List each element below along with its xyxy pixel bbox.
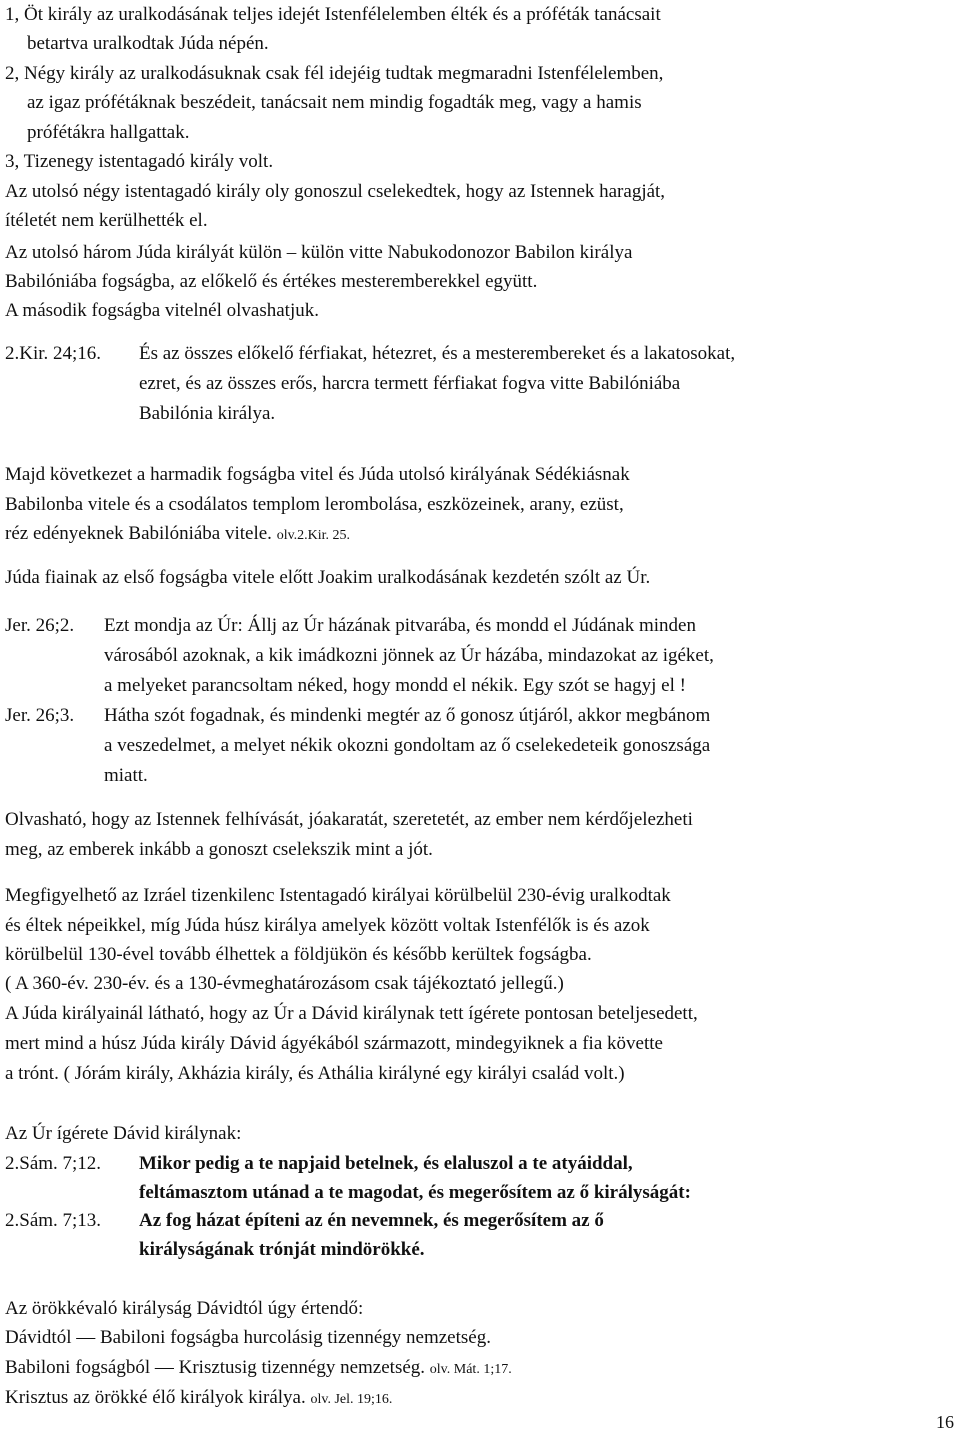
scripture-quote-line: Hátha szót fogadnak, és mindenki megtér az ő gonosz útjáról, akkor megbánom [104, 705, 711, 726]
list-item-2-line-2: az igaz prófétáknak beszédeit, tanácsait nem mindig fogadták meg, vagy a hamis [27, 92, 642, 113]
scripture-quote-line: feltámasztom utánad a te magodat, és megerősítem az ő királyságát: [139, 1182, 691, 1203]
genealogy-text: Krisztus az örökké élő királyok királya. [5, 1387, 306, 1408]
scripture-quote-line: királyságának trónját mindörökké. [139, 1239, 425, 1260]
list-item-2-line-3: prófétákra hallgattak. [27, 122, 190, 143]
list-item-1-line-2: betartva uralkodtak Júda népén. [27, 33, 269, 54]
scripture-quote-line: ezret, és az összes erős, harcra termett férfiakat fogva vitte Babilóniába [139, 373, 681, 394]
genealogy-line [5, 1356, 512, 1382]
paragraph-line: a trónt. ( Jórám király, Akházia király, és Athália királyné egy királyi család volt.) [5, 1063, 625, 1084]
scripture-quote-line: Ezt mondja az Úr: Állj az Úr házának pitvarába, és mondd el Júdának minden [104, 615, 696, 636]
paragraph-line: A második fogságba vitelnél olvashatjuk. [5, 300, 319, 321]
reference-note: olv.2.Kir. 25. [276, 528, 351, 543]
paragraph-text: réz edényeknek Babilóniába vitele. [5, 523, 272, 544]
scripture-quote-line: Babilónia királya. [139, 403, 276, 424]
paragraph-line: Babilóniába fogságba, az előkelő és értékes mesteremberekkel együtt. [5, 271, 538, 292]
scripture-quote-line: a melyeket parancsoltam néked, hogy mondd el nékik. Egy szót se hagyj el ! [104, 675, 686, 696]
paragraph-line: Babilonba vitele és a csodálatos templom lerombolása, eszközeinek, arany, ezüst, [5, 494, 624, 515]
paragraph-line: ( A 360-év. 230-év. és a 130-évmeghatározásom csak tájékoztató jellegű.) [5, 973, 564, 994]
paragraph-line: Az utolsó három Júda királyát külön – külön vitte Nabukodonozor Babilon királya [5, 242, 633, 263]
paragraph-line: és éltek népeikkel, míg Júda húsz királya amelyek között voltak Istenfélők is és azok [5, 915, 650, 936]
scripture-quote-line: És az összes előkelő férfiakat, hétezret, és a mesterembereket és a lakatosokat, [139, 343, 736, 364]
genealogy-text: Babiloni fogságból — Krisztusig tizennégy nemzetség. [5, 1357, 426, 1378]
paragraph-line: meg, az emberek inkább a gonoszt cselekszik mint a jót. [5, 839, 433, 860]
genealogy-line [5, 1386, 392, 1412]
paragraph-line: ítéletét nem kerülhették el. [5, 210, 208, 231]
scripture-reference: 2.Kir. 24;16. [5, 343, 102, 364]
paragraph-line: Júda fiainak az első fogságba vitele előtt Joakim uralkodásának kezdetén szólt az Úr. [5, 567, 651, 588]
genealogy-line: Dávidtól — Babiloni fogságba hurcolásig tizennégy nemzetség. [5, 1327, 491, 1348]
list-item-1-line-1: 1, Öt király az uralkodásának teljes idejét Istenfélelemben élték és a próféták tanácsait [5, 4, 661, 25]
paragraph-line: Az utolsó négy istentagadó király oly gonoszul cselekedtek, hogy az Istennek haragját, [5, 181, 666, 202]
section-heading: Az Úr ígérete Dávid királynak: [5, 1123, 242, 1144]
scripture-quote-line: a veszedelmet, a melyet nékik okozni gondoltam az ő cselekedeteik gonoszsága [104, 735, 711, 756]
paragraph-line: A Júda királyainál látható, hogy az Úr a Dávid királynak tett ígérete pontosan beteljesedett, [5, 1003, 698, 1024]
scripture-reference: 2.Sám. 7;12. [5, 1153, 102, 1174]
scripture-quote-line: Az fog házat építeni az én nevemnek, és megerősítem az ő [139, 1210, 604, 1231]
reference-note: olv. Mát. 1;17. [429, 1362, 512, 1377]
scripture-quote-line: városából azoknak, a kik imádkozni jönnek az Úr házába, mindazokat az igéket, [104, 645, 714, 666]
page-number: 16 [936, 1412, 954, 1432]
paragraph-line: Megfigyelhető az Izráel tizenkilenc Istentagadó királyai körülbelül 230-évig uralkodtak [5, 885, 671, 906]
paragraph-line: körülbelül 130-ével tovább élhettek a földjükön és később kerültek fogságba. [5, 944, 592, 965]
scripture-quote-line: Mikor pedig a te napjaid betelnek, és elaluszol a te atyáiddal, [139, 1153, 633, 1174]
paragraph-line [5, 522, 350, 548]
scripture-reference: Jer. 26;2. [5, 615, 75, 636]
paragraph-line: Majd következet a harmadik fogságba vitel és Júda utolsó királyának Sédékiásnak [5, 464, 630, 485]
list-item-2-line-1: 2, Négy király az uralkodásuknak csak fél idejéig tudtak megmaradni Istenfélelemben, [5, 63, 664, 84]
section-heading: Az örökkévaló királyság Dávidtól úgy értendő: [5, 1298, 364, 1319]
list-item-3: 3, Tizenegy istentagadó király volt. [5, 151, 274, 172]
reference-note: olv. Jel. 19;16. [310, 1392, 393, 1407]
paragraph-line: Olvasható, hogy az Istennek felhívását, jóakaratát, szeretetét, az ember nem kérdőjelezheti [5, 809, 693, 830]
paragraph-line: mert mind a húsz Júda király Dávid ágyékából származott, mindegyiknek a fia követte [5, 1033, 663, 1054]
scripture-reference: 2.Sám. 7;13. [5, 1210, 102, 1231]
scripture-reference: Jer. 26;3. [5, 705, 75, 726]
scripture-quote-line: miatt. [104, 765, 148, 786]
